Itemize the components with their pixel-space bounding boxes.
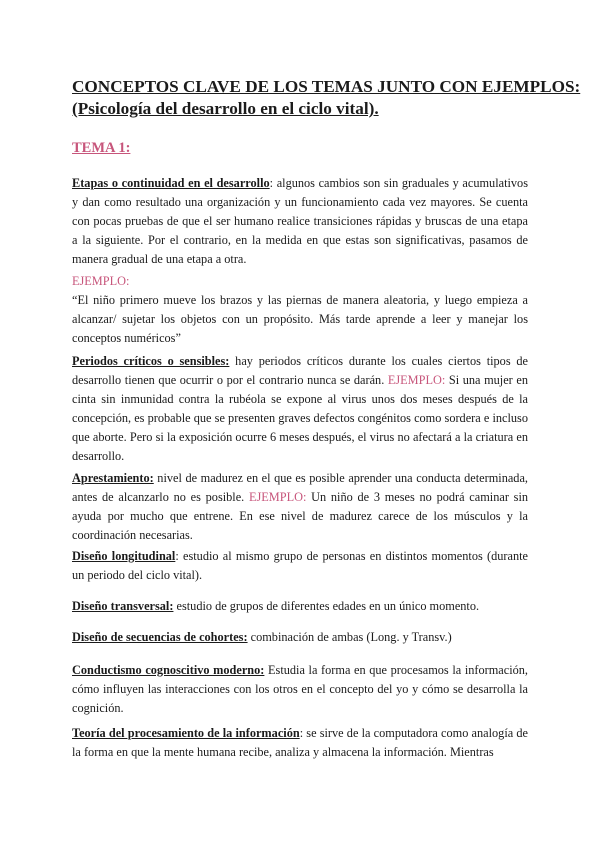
definition-procesamiento: : se sirve de la computadora como analogía de la forma en que la mente humana recibe, analiza y almacena la información. Mientras: [72, 726, 528, 759]
term-cohortes: Diseño de secuencias de cohortes:: [72, 630, 248, 644]
term-transversal: Diseño transversal:: [72, 599, 174, 613]
term-periodos: Periodos críticos o sensibles:: [72, 354, 230, 368]
example-block: [72, 272, 528, 348]
definition-cohortes: combinación de ambas (Long. y Transv.): [247, 630, 452, 644]
definition-periodos: hay periodos críticos durante los cuales ciertos tipos de desarrollo tienen que ocurrir o por el contrario nunca se darán.: [72, 354, 529, 387]
paragraph-conductismo: [72, 661, 528, 718]
example-label: EJEMPLO:: [72, 274, 130, 288]
title-line-1: CONCEPTOS CLAVE DE LOS TEMAS JUNTO CON EJEMPLOS:: [72, 77, 581, 96]
definition-apresta: nivel de madurez en el que es posible aprender una conducta determinada, antes de alcanzarlo no es posible.: [72, 471, 528, 504]
paragraph-periodos: [72, 352, 528, 466]
paragraph-transversal: [72, 597, 528, 616]
title-line-2: (Psicología del desarrollo en el ciclo vital).: [72, 99, 379, 118]
paragraph-procesamiento: [72, 724, 528, 762]
definition-longitudinal: : estudio al mismo grupo de personas en distintos momentos (durante un periodo del ciclo vital).: [72, 549, 528, 582]
term-conductismo: Conductismo cognoscitivo moderno:: [72, 663, 265, 677]
example-periodos: Si una mujer en cinta sin inmunidad contra la rubéola se expone al virus unos dos meses después de la concepción, es probable que se presenten graves defectos congénitos como sordera e incluso que aborte. Pero si la exposición ocurre 6 meses después, el virus no afectará a la criatura en desarrollo.: [72, 373, 528, 463]
term-procesamiento: Teoría del procesamiento de la información: [72, 726, 300, 740]
paragraph-cohortes: [72, 628, 528, 647]
term-etapas: Etapas o continuidad en el desarrollo: [72, 176, 270, 190]
example-label-apresta: EJEMPLO:: [248, 490, 307, 504]
paragraph-longitudinal: [72, 547, 528, 585]
paragraph-apresta: [72, 469, 528, 545]
example-apresta: Un niño de 3 meses no podrá caminar sin ayuda por mucho que entrene. En ese nivel de madurez carece de los músculos y la coordinación necesarias.: [72, 490, 529, 542]
term-apresta: Aprestamiento:: [72, 471, 154, 485]
document-title: [72, 76, 581, 120]
section-heading: TEMA 1:: [72, 140, 131, 156]
term-longitudinal: Diseño longitudinal: [72, 549, 176, 563]
definition-conductismo: Estudia la forma en que procesamos la información, cómo influyen las interacciones con los otros en el concepto del yo y cómo se desarrolla la cognición.: [72, 663, 528, 715]
definition-transversal: estudio de grupos de diferentes edades en un único momento.: [173, 599, 480, 613]
paragraph-etapas: [72, 174, 528, 269]
example-text: “El niño primero mueve los brazos y las piernas de manera aleatoria, y luego empieza a alcanzar/ sujetar los objetos con un propósito. Más tarde aprende a leer y manejar los conceptos numéricos”: [72, 293, 528, 345]
definition-etapas: : algunos cambios son sin graduales y acumulativos y dan como resultado una organización y un funcionamiento cada vez mayores. Se cuenta con pocas pruebas de que el ser humano realice transiciones rápidas y bruscas de una etapa a la siguiente. Por el contrario, en la medida en que estas son significativas, pasamos de manera gradual de una etapa a otra.: [72, 176, 528, 266]
example-label-periodos: EJEMPLO:: [387, 373, 446, 387]
